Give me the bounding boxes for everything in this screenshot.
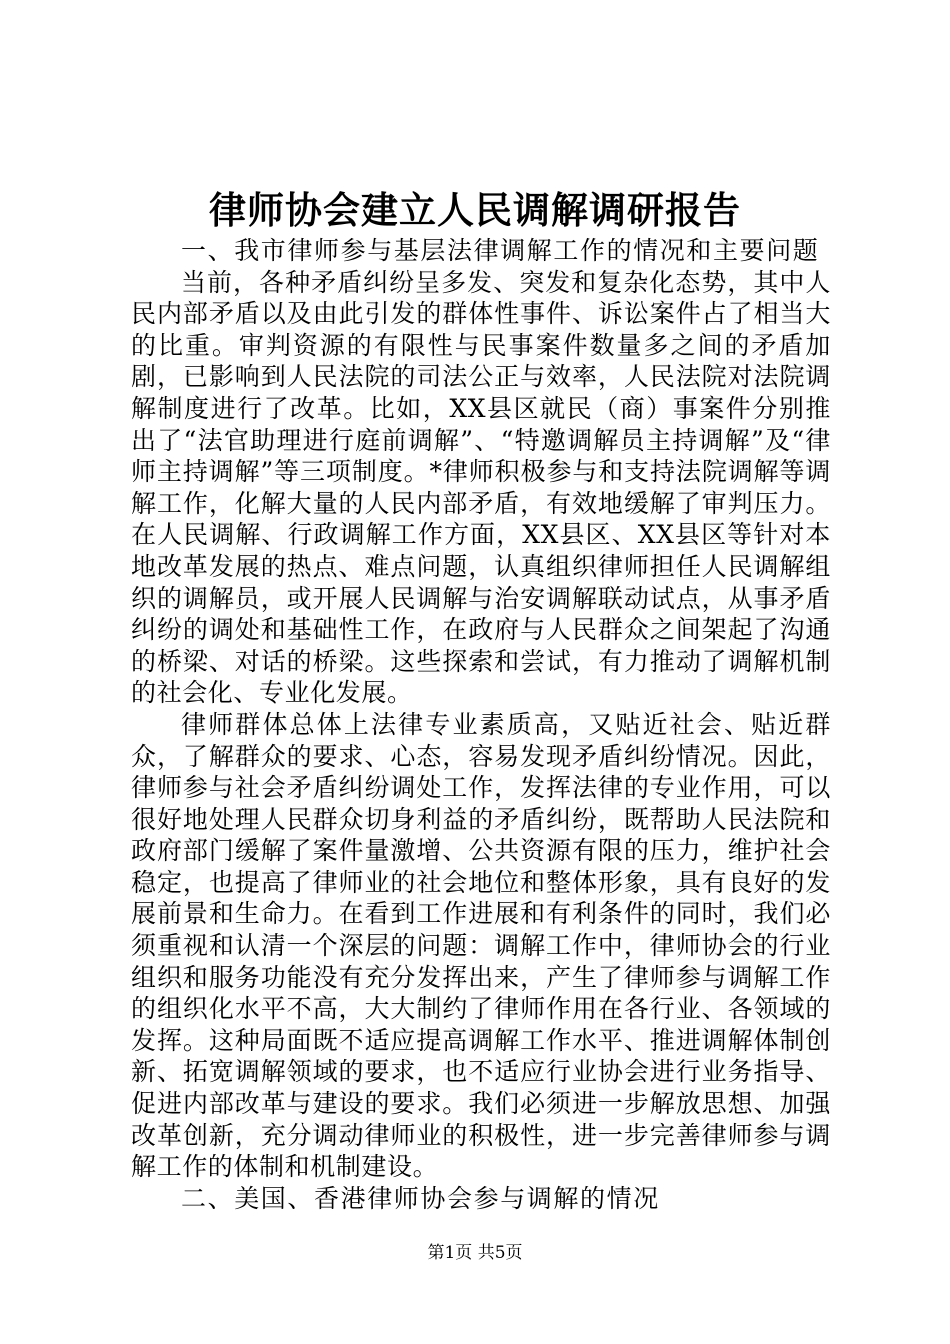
page-footer: 第1页 共5页 xyxy=(427,1243,523,1263)
section-heading-1: 一、我市律师参与基层法律调解工作的情况和主要问题 xyxy=(181,236,820,265)
document-title: 律师协会建立人民调解调研报告 xyxy=(209,188,741,232)
paragraph-1: 当前，各种矛盾纠纷呈多发、突发和复杂化态势，其中人民内部矛盾以及由此引发的群体性事件、诉讼案件占了相当大的比重。审判资源的有限性与民事案件数量多之间的矛盾加剧，已影响到人民法院的司法公正与效率，人民法院对法院调解制度进行了改革。比如，XX县区就民（商）事案件分别推出了“法官助理进行庭前调解”、“特邀调解员主持调解”及“律师主持调解”等三项制度。*律师积极参与和支持法院调解等调解工作，化解大量的人民内部矛盾，有效地缓解了审判压力。在人民调解、行政调解工作方面，XX县区、XX县区等针对本地改革发展的热点、难点问题，认真组织律师担任人民调解组织的调解员，或开展人民调解与治安调解联动试点，从事矛盾纠纷的调处和基础性工作，在政府与人民群众之间架起了沟通的桥梁、对话的桥梁。这些探索和尝试，有力推动了调解机制的社会化、专业化发展。 xyxy=(131,267,831,708)
document-body xyxy=(131,235,831,1214)
section-heading-2: 二、美国、香港律师协会参与调解的情况 xyxy=(181,1183,660,1213)
paragraph-2: 律师群体总体上法律专业素质高，又贴近社会、贴近群众，了解群众的要求、心态，容易发现矛盾纠纷情况。因此，律师参与社会矛盾纠纷调处工作，发挥法律的专业作用，可以很好地处理人民群众切身利益的矛盾纠纷，既帮助人民法院和政府部门缓解了案件量激增、公共资源有限的压力，维护社会稳定，也提高了律师业的社会地位和整体形象，具有良好的发展前景和生命力。在看到工作进展和有利条件的同时，我们必须重视和认清一个深层的问题：调解工作中，律师协会的行业组织和服务功能没有充分发挥出来，产生了律师参与调解工作的组织化水平不高，大大制约了律师作用在各行业、各领域的发挥。这种局面既不适应提高调解工作水平、推进调解体制创新、拓宽调解领域的要求，也不适应行业协会进行业务指导、促进内部改革与建设的要求。我们必须进一步解放思想、加强改革创新，充分调动律师业的积极性，进一步完善律师参与调解工作的体制和机制建设。 xyxy=(131,709,831,1182)
